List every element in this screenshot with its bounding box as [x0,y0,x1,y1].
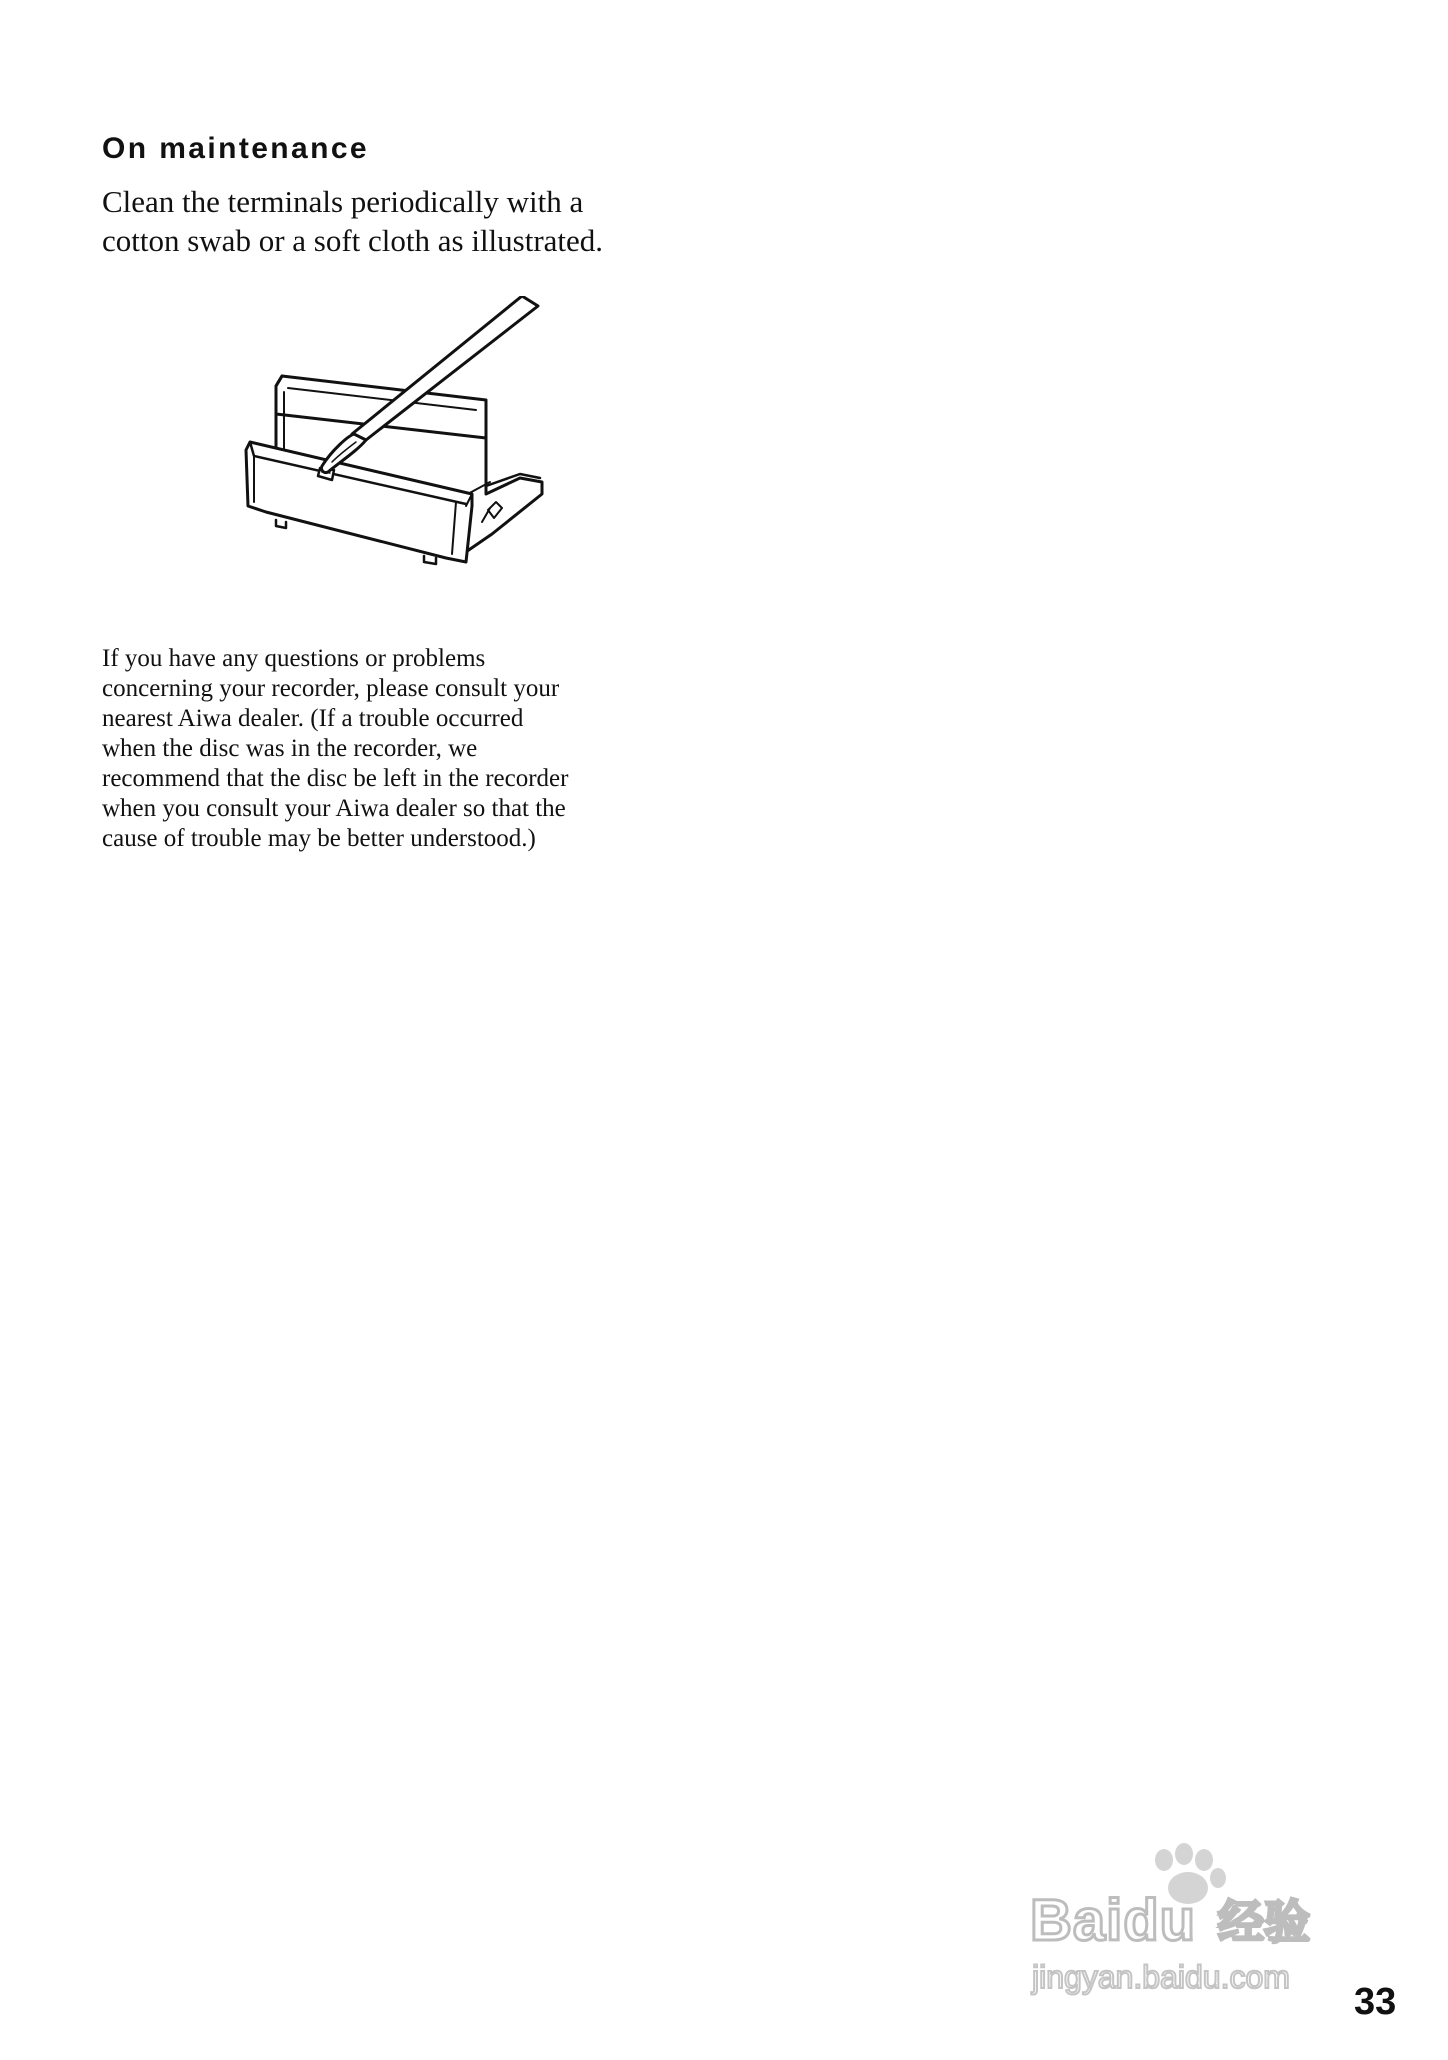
note-line: recommend that the disc be left in the recorder [102,765,569,792]
note-line: when you consult your Aiwa dealer so that the [102,795,566,822]
lead-paragraph [102,182,702,260]
watermark-suffix: 经验 [1218,1895,1310,1949]
cotton-swab-cleaning-illustration [220,296,560,620]
note-line: If you have any questions or problems [102,645,486,672]
note-line: concerning your recorder, please consult your [102,675,560,702]
section-heading: On maintenance [102,132,369,165]
watermark-url: jingyan.baidu.com [1032,1959,1290,1995]
support-note [102,644,702,854]
lead-line: cotton swab or a soft cloth as illustrated. [102,223,604,258]
baidu-jingyan-watermark [1022,1838,1362,2008]
note-line: cause of trouble may be better understood.) [102,825,536,852]
lead-line: Clean the terminals periodically with a [102,184,584,219]
note-line: nearest Aiwa dealer. (If a trouble occurred [102,705,524,732]
watermark-brand: Baidu [1030,1888,1197,1953]
page-number: 33 [1354,1981,1397,2023]
note-line: when the disc was in the recorder, we [102,735,478,762]
